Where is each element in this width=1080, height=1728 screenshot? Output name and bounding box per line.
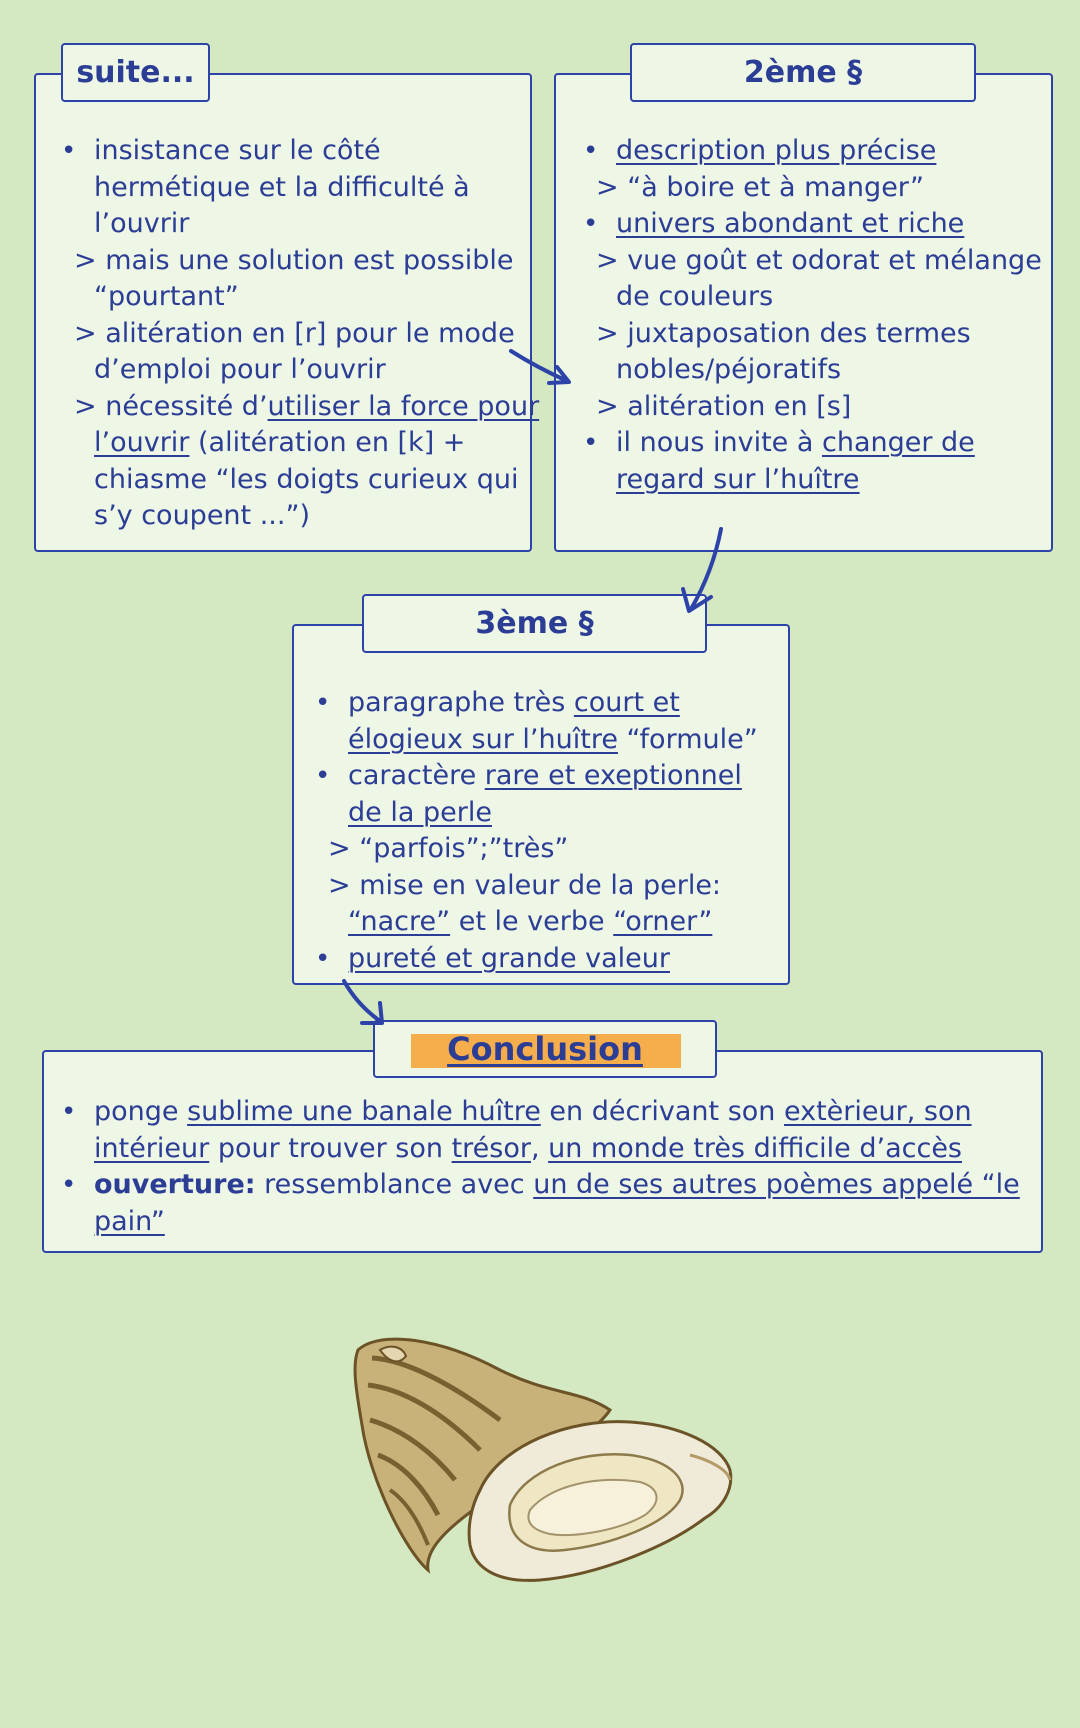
text: > alitération en [s]	[596, 390, 852, 422]
text: ressemblance avec	[255, 1169, 534, 1200]
underlined-text: un monde très difficile d’accès	[548, 1132, 963, 1164]
text-line	[596, 243, 1042, 280]
text: > mais une solution est possible	[74, 244, 514, 276]
conclusion-title: Conclusion	[447, 1030, 643, 1068]
text: en décrivant son	[540, 1096, 784, 1127]
text: s’y coupent ...”)	[94, 500, 310, 531]
underlined-text: intérieur	[94, 1132, 210, 1164]
para2-title: 2ème §	[630, 43, 976, 102]
text-line	[74, 316, 539, 353]
underlined-text: extèrieur, son	[783, 1096, 972, 1127]
underlined-text: univers abondant et riche	[616, 208, 965, 239]
oyster-icon	[350, 1330, 740, 1600]
text: > “parfois”;”très”	[328, 833, 569, 864]
text: “formule”	[617, 723, 758, 755]
text-line	[94, 279, 539, 316]
text-line	[74, 243, 539, 280]
text-line	[348, 904, 758, 941]
text-line	[596, 170, 1042, 207]
underlined-text: utiliser la force pour	[267, 390, 540, 422]
text-line	[94, 1131, 1020, 1168]
text-line	[94, 425, 539, 462]
text: de couleurs	[616, 281, 774, 312]
conclusion-content	[94, 1094, 1020, 1240]
arrow-para2-to-para3	[675, 525, 735, 620]
underlined-text: pureté et grande valeur	[348, 942, 671, 974]
bullet-line	[94, 1167, 1020, 1204]
underlined-text: trésor	[451, 1132, 531, 1164]
text-line	[328, 868, 758, 905]
bullet-line	[616, 206, 1042, 243]
text: > alitération en [r] pour le mode	[74, 317, 515, 349]
underlined-text: un de ses autres poèmes appelé “le	[533, 1169, 1020, 1200]
arrow-para3-to-conclusion	[340, 977, 400, 1032]
underlined-text: “nacre”	[348, 906, 451, 937]
text-line	[596, 316, 1042, 353]
bullet-line	[616, 133, 1042, 170]
text-line	[596, 389, 1042, 426]
bullet-line	[616, 425, 1042, 462]
underlined-text: “orner”	[613, 906, 713, 937]
underlined-text: rare et exeptionnel	[484, 760, 742, 791]
underlined-text: de la perle	[348, 796, 492, 828]
text: > mise en valeur de la perle:	[328, 869, 722, 901]
para3-title: 3ème §	[362, 594, 707, 653]
text: hermétique et la difficulté à	[94, 171, 470, 203]
text: il nous invite à	[616, 427, 822, 458]
bullet-line	[348, 941, 758, 978]
text: chiasme “les doigts curieux qui	[94, 463, 519, 495]
underlined-text: élogieux sur l’huître	[348, 723, 618, 755]
text: ,	[530, 1132, 549, 1164]
text-line	[328, 831, 758, 868]
text: > nécessité d’	[74, 390, 268, 422]
text-line	[94, 170, 539, 207]
text-line	[616, 462, 1042, 499]
underlined-text: description plus précise	[616, 135, 937, 166]
text: > vue goût et odorat et mélange	[596, 244, 1042, 276]
bold-text: ouverture:	[94, 1169, 256, 1200]
bullet-line	[348, 758, 758, 795]
arrow-suite-to-para2	[505, 345, 575, 395]
text-line	[348, 722, 758, 759]
bullet-line	[348, 685, 758, 722]
text: pour trouver son	[209, 1132, 452, 1164]
text: l’ouvrir	[94, 208, 190, 239]
text: d’emploi pour l’ouvrir	[94, 354, 386, 385]
text: > “à boire et à manger”	[596, 171, 925, 203]
underlined-text: sublime une banale huître	[187, 1096, 541, 1127]
para3-content	[328, 685, 758, 977]
text: nobles/péjoratifs	[616, 354, 842, 385]
bullet-line	[94, 1094, 1020, 1131]
text-line	[94, 206, 539, 243]
text: > juxtaposation des termes	[596, 317, 971, 349]
text-line	[94, 1204, 1020, 1241]
text-line	[94, 498, 539, 535]
text: caractère	[348, 760, 485, 791]
underlined-text: l’ouvrir	[94, 427, 190, 458]
text-line	[616, 279, 1042, 316]
underlined-text: regard sur l’huître	[616, 463, 860, 495]
para2-content	[596, 133, 1042, 498]
bullet-line	[94, 133, 539, 170]
conclusion-tab	[373, 1020, 717, 1078]
text-line	[74, 389, 539, 426]
text-line	[94, 462, 539, 499]
suite-title: suite...	[61, 43, 210, 102]
text: (alitération en [k] +	[189, 427, 466, 458]
text-line	[94, 352, 539, 389]
underlined-text: court et	[573, 687, 680, 718]
suite-content	[74, 133, 540, 535]
text: “pourtant”	[94, 281, 239, 312]
text-line	[348, 795, 758, 832]
text: et le verbe	[450, 906, 614, 937]
text: ponge	[94, 1096, 188, 1127]
underlined-text: pain”	[94, 1205, 165, 1237]
text: insistance sur le côté	[94, 135, 381, 166]
underlined-text: changer de	[821, 427, 975, 458]
text-line	[616, 352, 1042, 389]
text: paragraphe très	[348, 687, 574, 718]
